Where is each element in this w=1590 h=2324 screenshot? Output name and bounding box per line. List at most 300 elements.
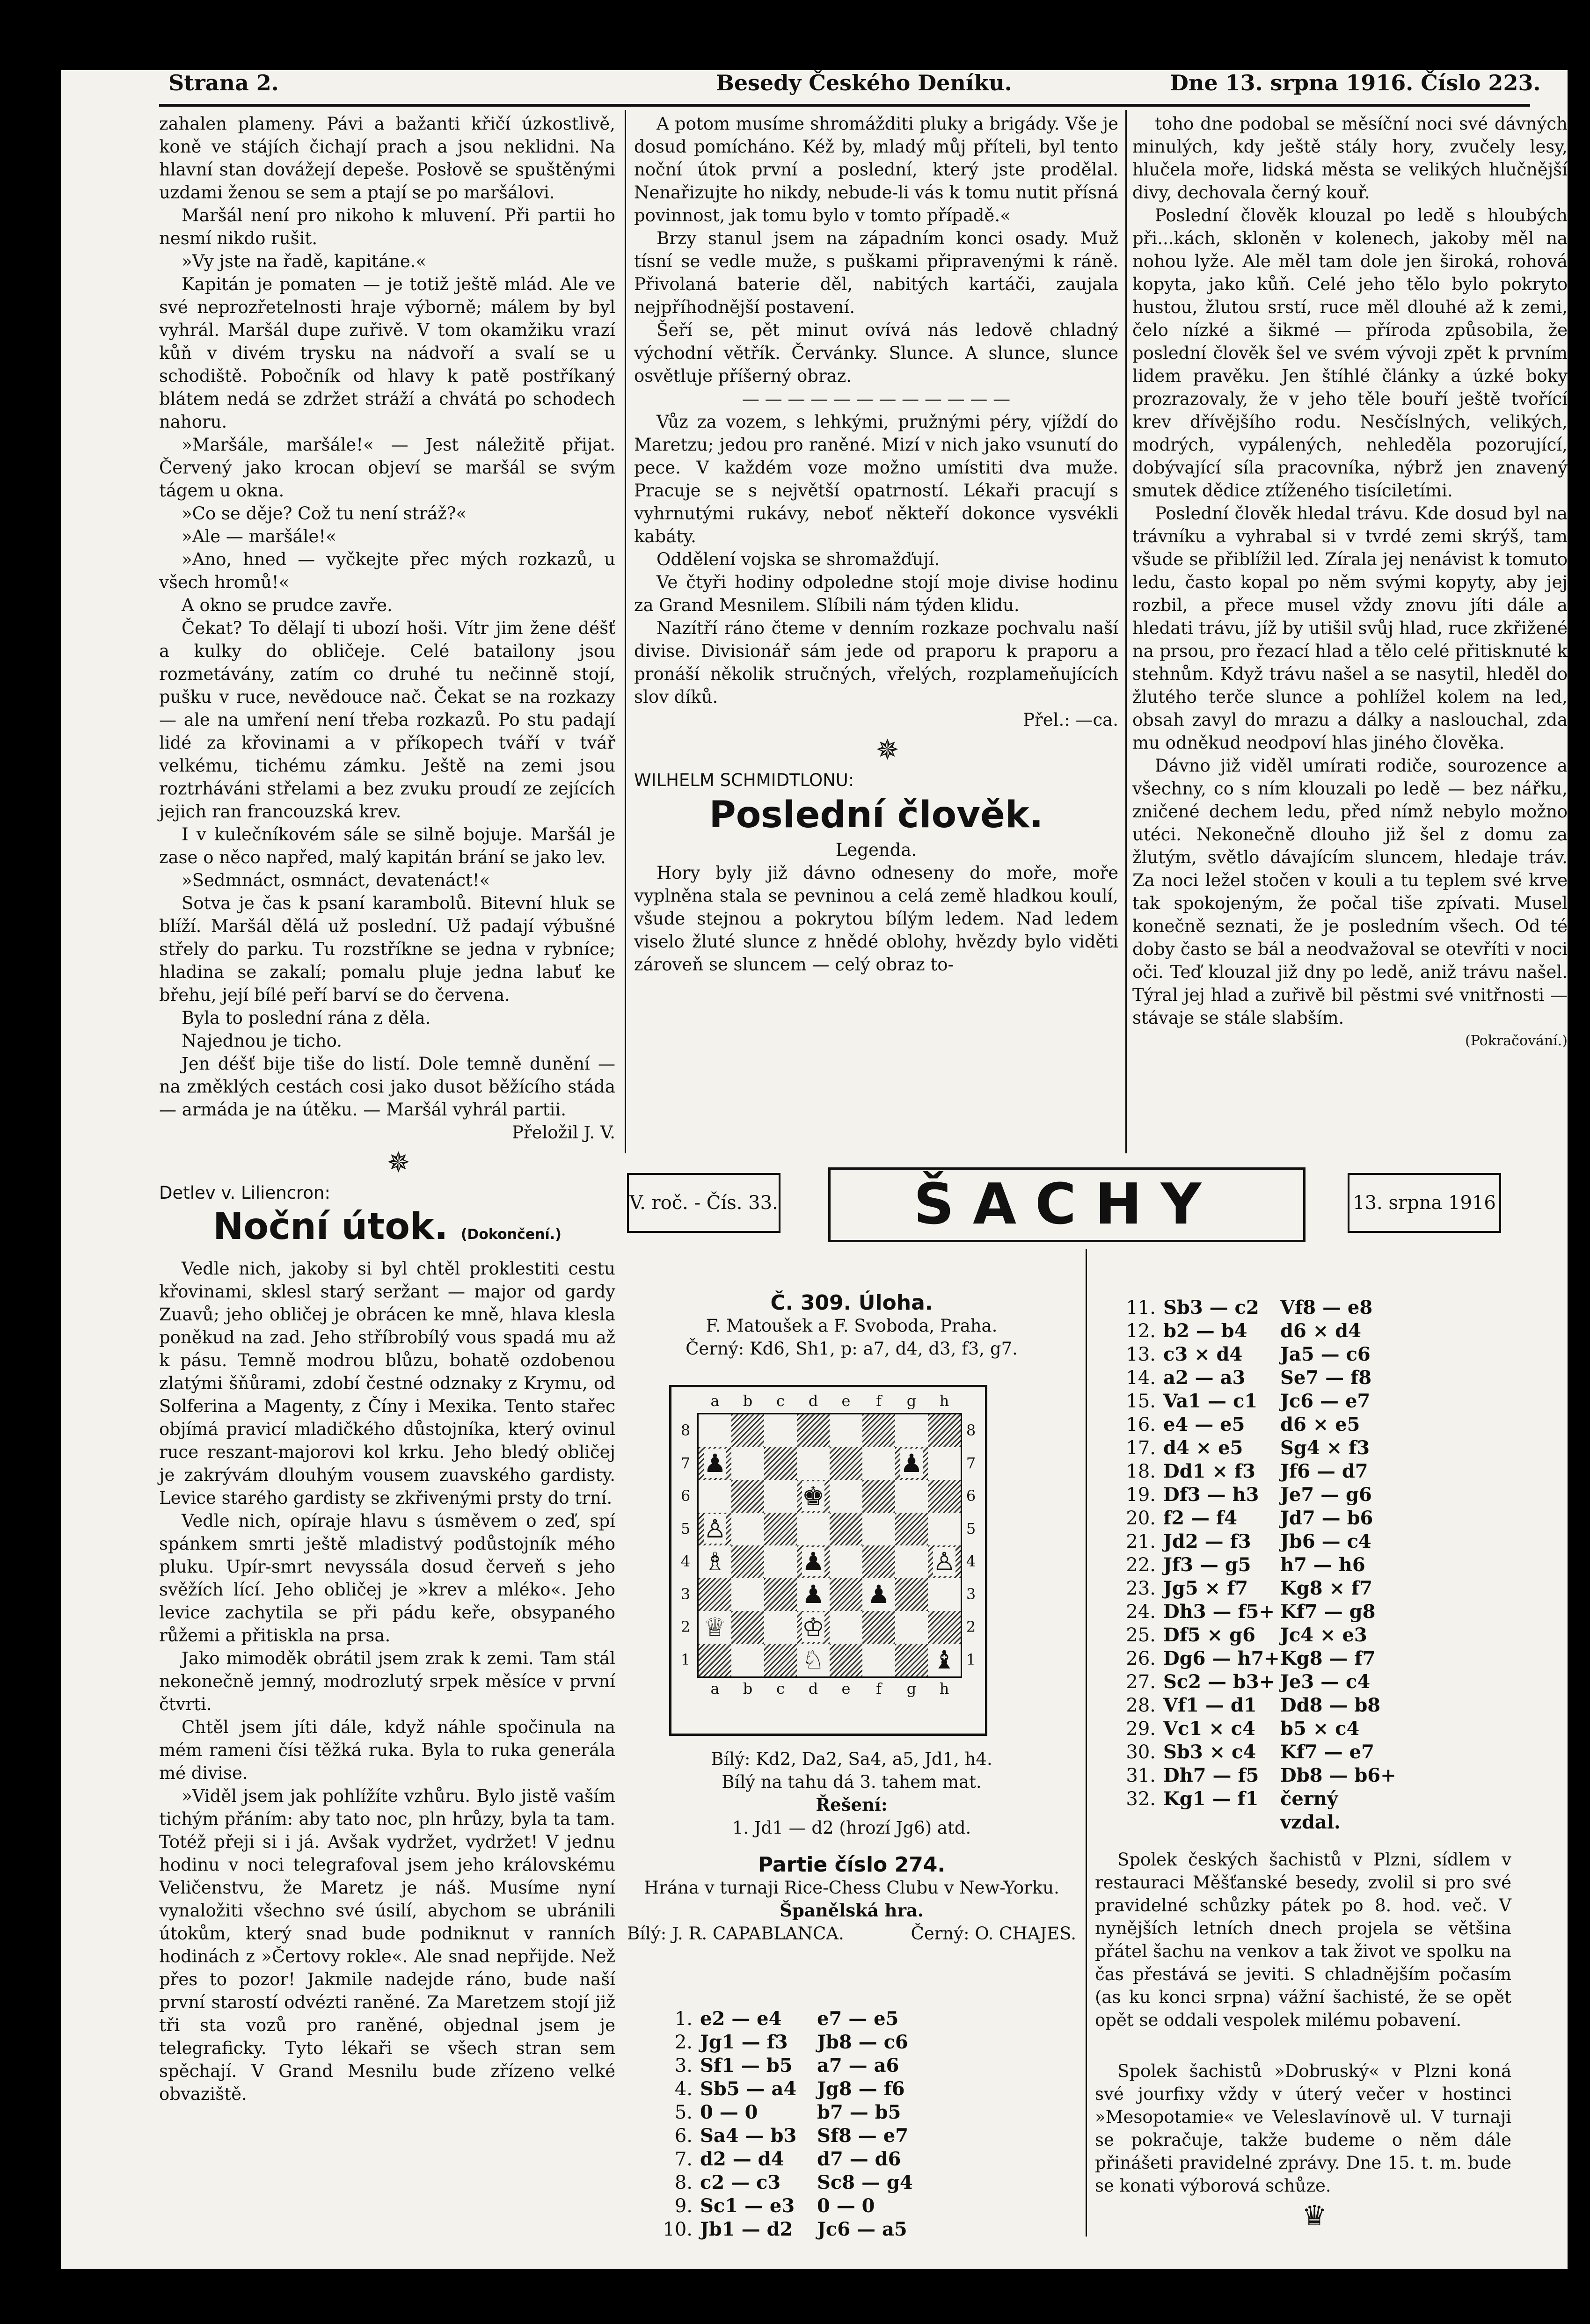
square-d4 xyxy=(797,1545,830,1578)
solution: 1. Jd1 — d2 (hrozí Jg6) atd. xyxy=(732,1818,971,1838)
square-h7 xyxy=(928,1447,961,1480)
white-move: Vc1 × c4 xyxy=(1163,1718,1255,1740)
rank-label: 3 xyxy=(966,1585,976,1603)
column-rule xyxy=(1125,110,1127,1153)
square-b4 xyxy=(731,1545,764,1578)
file-label: b xyxy=(743,1680,753,1697)
game-event: Hrána v turnaji Rice-Chess Clubu v New-Yorku. xyxy=(644,1878,1059,1898)
paragraph: Jako mimoděk obrátil jsem zrak k zemi. Tam stál nekonečně jemný, modrozlutý srpek měsíce v první čtvrti. xyxy=(159,1648,615,1714)
square-g2 xyxy=(895,1611,928,1644)
white-move: Sb5 — a4 xyxy=(700,2078,797,2100)
page-header xyxy=(0,70,1590,103)
chess-piece-icon: ♘ xyxy=(802,1645,825,1675)
square-h5 xyxy=(928,1513,961,1545)
white-move: Jg5 × f7 xyxy=(1163,1577,1248,1599)
chess-piece-icon: ♟ xyxy=(802,1547,825,1576)
paragraph: »Sedmnáct, osmnáct, devatenáct!« xyxy=(182,870,490,890)
black-move: Se7 — f8 xyxy=(1280,1367,1372,1389)
black-move: Jc4 × e3 xyxy=(1280,1624,1367,1646)
move-number: 15. xyxy=(1126,1391,1156,1412)
square-d5 xyxy=(797,1513,830,1545)
black-move: d6 × d4 xyxy=(1280,1320,1361,1342)
paragraph: Brzy stanul jsem na západním konci osady. Muž tísní se vedle muže, s puškami připravenými k ráně. Přivolaná baterie děl, nabitých kartáči, zaujala nejpříhodnější postavení. xyxy=(634,228,1118,317)
chess-piece-icon: ♚ xyxy=(802,1481,825,1511)
paragraph: Poslední člověk hledal trávu. Kde dosud byl na trávníku a vyhrabal si v tvrdé zemi skrýš, tam všude se přiblížil led. Zírala jej nenávist k tomuto ledu, často kopal po něm svými kopyty, aby jej rozbil, a přece musel vždy znovu jíti dále a hledati trávu, jíž by utišil svůj hlad, ruce zkřižené na prsou, pro řezací hlad a tělo celé přitisknuté k stehnům. Když trávu našel a se nasytil, hleděl do žlutého terče slunce a pohlížel kolem na led, obsah zavyl do mrazu a dálky a naslouchal, zda mu odněkud neodpoví hlas jiného člověka. xyxy=(1132,503,1568,753)
black-move: Je7 — g6 xyxy=(1280,1484,1372,1506)
move-number: 27. xyxy=(1126,1671,1156,1693)
white-move: Df5 × g6 xyxy=(1163,1624,1255,1646)
move-row xyxy=(636,2148,934,2171)
square-h8 xyxy=(928,1414,961,1447)
paragraph: Dávno již viděl umírati rodiče, sourozence a všechny, co s ním klouzali po ledě — bez nářku, zničené dechem ledu, před nímž nebylo možno utéci. Nekonečně dlouho již šel z domu za žlutým, světlo dávajícím sluncem, hledaje tráv. Za noci ležel stočen v kouli a tu teplem své krve tak spokojeným, že počal tiše zpívati. Musel konečně seznati, že je posledním všech. Od té doby často se bál a neodvažoval se otevříti v noci oči. Teď klouzal již dny po ledě, aniž trávu našel. Týral jej hlad a zuřivě bil pěstmi své vnitřnosti — stávaje se stále slabším. xyxy=(1132,756,1568,1028)
chess-piece-icon: ♟ xyxy=(900,1449,923,1478)
white-move: Df3 — h3 xyxy=(1163,1484,1259,1506)
paragraph: Vedle nich, opíraje hlavu s úsměvem o zeď, spí spánkem smrti ještě mladistvý podůstojník mého pluku. Upír-smrt nevyssála dosud červeň s jeho svěžích lící. Jeho obličej je »krev a mléko«. Jeho levice zachytila se při pádu keře, obsypaného růžemi a přitiskla na prsa. xyxy=(159,1511,615,1646)
black-move: Kg8 — f7 xyxy=(1280,1647,1376,1669)
author: Detlev v. Liliencron: xyxy=(159,1183,330,1203)
white-move: Sb3 × c4 xyxy=(1163,1741,1256,1763)
square-b1 xyxy=(731,1644,764,1676)
paragraph: Nazítří ráno čteme v denním rozkaze pochvalu naší divise. Divisionář sám jede od praporu k praporu a pronáší několik stručných, vřelých, rozplameňujících slov díků. xyxy=(634,618,1118,707)
problem-title: Č. 309. Úloha. xyxy=(770,1291,933,1315)
continued-note: (Pokračování.) xyxy=(1465,1033,1568,1049)
paragraph: Chtěl jsem jíti dále, když náhle spočinula na mém rameni čísi těžká ruka. Byla to ruka generála mé divise. xyxy=(159,1717,615,1783)
move-number: 18. xyxy=(1126,1461,1156,1482)
move-row xyxy=(1100,1366,1397,1390)
move-row xyxy=(1100,1553,1397,1577)
white-move: e2 — e4 xyxy=(700,2008,782,2030)
rank-label: 8 xyxy=(966,1421,976,1439)
white-move: Kg1 — f1 xyxy=(1163,1788,1259,1810)
black-move: Kf7 — g8 xyxy=(1280,1601,1376,1623)
solution-label: Řešení: xyxy=(816,1794,888,1815)
black-move: Jf6 — d7 xyxy=(1280,1460,1368,1482)
paragraph: Vedle nich, jakoby si byl chtěl proklestiti cestu křovinami, sklesl starý seržant — major od gardy Zuavů; jeho obličej je obrácen ke mně, hlava klesla poněkud na zad. Jeho stříbrobílý vous spadá mu až k pásu. Temně modrou blůzu, bohatě ozdobenou zlatými šňůrami, zdobí čestné odznaky z Krymu, od Solferina a Magenty, z Číny i Mexika. Tento stařec objímá pravicí mladičkého důstojníka, který ovinul ruce reszant-majorovi kol krku. Jeho bledý obličej je zakrývám dlouhým vousem zuavského gardisty. Levice starého gardisty se zkřivenými prsty do trní. xyxy=(159,1259,615,1508)
black-move: Dd8 — b8 xyxy=(1280,1694,1381,1716)
rank-label: 4 xyxy=(680,1552,691,1570)
move-row xyxy=(1100,1460,1397,1483)
paragraph: »Viděl jsem jak pohlížíte vzhůru. Bylo jistě vaším tichým přáním: aby tato noc, pln hrůzy, byla ta tam. Totéž přeji si i já. Avšak vydržet, vydržet! V jednu hodinu v noci telegrafoval jsem jeho královskému Veličenstvu, že Maretz je náš. Musíme nyní vynaložiti všechno své úsilí, abychom se ubránili útokům, který snad bude podniknut v ranních hodinách z »Čertovy rokle«. Ale snad nepřijde. Než přes to pozor! Jakmile nadejde ráno, bude naší první starostí odvézti raněné. Za Maretzem stojí již tři sta vozů pro raněné, objednal jsem je telegraficky. Tyto lékaři se všech stran sem spěchají. V Grand Mesnilu bude zřízeno velké obvaziště. xyxy=(159,1786,615,2104)
author: WILHELM SCHMIDTLONU: xyxy=(634,770,854,790)
file-label: b xyxy=(743,1392,753,1410)
move-row xyxy=(1100,1390,1397,1413)
black-move: Kg8 × f7 xyxy=(1280,1577,1372,1599)
paragraph: A okno se prudce zavře. xyxy=(182,595,393,615)
paragraph: zahalen plameny. Pávi a bažanti křičí úzkostlivě, koně ve stájích čichají prach a jsou neklidni. Na hlavní stan dovážejí depeše. Posłově se spuštěnými uzdami ženou se sem a ptají se po maršálovi. xyxy=(159,114,615,203)
column-2 xyxy=(634,112,1118,976)
square-g5 xyxy=(895,1513,928,1545)
square-e5 xyxy=(830,1513,862,1545)
white-pieces: Bílý: Kd2, Da2, Sa4, a5, Jd1, h4. xyxy=(711,1749,992,1769)
date-issue: Dne 13. srpna 1916. Číslo 223. xyxy=(1170,70,1541,95)
rank-label: 5 xyxy=(680,1520,691,1537)
move-row xyxy=(1100,1647,1397,1670)
dash-separator: — — — — — — — — — — — — xyxy=(742,389,1011,409)
move-number: 11. xyxy=(1126,1297,1156,1319)
moves-list-b xyxy=(1100,1296,1397,1834)
white-move: Sc1 — e3 xyxy=(700,2195,795,2217)
square-g4 xyxy=(895,1545,928,1578)
square-e4 xyxy=(830,1545,862,1578)
problem-authors: F. Matoušek a F. Svoboda, Praha. xyxy=(706,1316,998,1336)
white-move: Dh7 — f5 xyxy=(1163,1764,1259,1786)
chess-piece-icon: ♝ xyxy=(933,1645,956,1675)
square-h4 xyxy=(928,1545,961,1578)
square-a4 xyxy=(699,1545,731,1578)
square-f2 xyxy=(862,1611,895,1644)
move-row xyxy=(636,2218,934,2241)
white-move: Sb3 — c2 xyxy=(1163,1297,1259,1319)
move-row xyxy=(1100,1343,1397,1366)
square-d8 xyxy=(797,1414,830,1447)
square-g1 xyxy=(895,1644,928,1676)
move-row xyxy=(636,2171,934,2194)
rank-label: 2 xyxy=(680,1618,691,1636)
white-move: d2 — d4 xyxy=(700,2148,784,2170)
black-move: Jb8 — c6 xyxy=(817,2031,908,2053)
move-row xyxy=(1100,1413,1397,1436)
black-move: Db8 — b6+ xyxy=(1280,1764,1396,1786)
move-number: 20. xyxy=(1126,1508,1156,1529)
move-number: 21. xyxy=(1126,1531,1156,1552)
black-move: d6 × e5 xyxy=(1280,1413,1360,1435)
file-label: g xyxy=(906,1680,917,1697)
black-move: Jb6 — c4 xyxy=(1280,1530,1371,1552)
paragraph: Vůz za vozem, s lehkými, pružnými péry, vjíždí do Maretzu; jedou pro raněné. Mizí v nich jako vsunutí do pece. V každém voze možno umístiti dva muže. Pracuje se s největší opatrností. Lékaři pracují s vyhrnutými rukávy, neboť někteří dokonce vysvékli kabáty. xyxy=(634,412,1118,546)
rank-label: 1 xyxy=(966,1651,976,1668)
chess-piece-icon: ♟ xyxy=(703,1449,727,1478)
move-number: 16. xyxy=(1126,1414,1156,1435)
black-move: b7 — b5 xyxy=(817,2101,901,2123)
square-b7 xyxy=(731,1447,764,1480)
move-row xyxy=(1100,1530,1397,1553)
column-rule xyxy=(625,110,626,1153)
rank-label: 5 xyxy=(966,1520,976,1537)
chess-date: 13. srpna 1916 xyxy=(1348,1173,1501,1233)
chess-banner xyxy=(627,1167,1502,1238)
move-number: 25. xyxy=(1126,1625,1156,1646)
move-number: 13. xyxy=(1126,1344,1156,1365)
move-row xyxy=(636,2054,934,2077)
move-number: 28. xyxy=(1126,1695,1156,1716)
move-row xyxy=(1100,1741,1397,1764)
file-label: h xyxy=(939,1680,949,1697)
square-e7 xyxy=(830,1447,862,1480)
move-row xyxy=(636,2101,934,2124)
square-e1 xyxy=(830,1644,862,1676)
white-move: Jg1 — f3 xyxy=(700,2031,788,2053)
club-news xyxy=(1095,1848,1511,2235)
square-d7 xyxy=(797,1447,830,1480)
paragraph: Sotva je čas k psaní karambolů. Bitevní hluk se blíží. Maršál dělá už poslední. Už padají výbušné střely do parku. Tu rozstříkne se jedna v rybníce; hladina se zakalí; pomalu pluje jedna labuť ke břehu, její bílé peří barví se do červena. xyxy=(159,893,615,1005)
move-row xyxy=(1100,1717,1397,1741)
rank-label: 8 xyxy=(680,1421,691,1439)
chess-piece-icon: ♙ xyxy=(933,1547,956,1576)
square-a2 xyxy=(699,1611,731,1644)
move-number: 26. xyxy=(1126,1648,1156,1669)
black-move: 0 — 0 xyxy=(817,2195,875,2217)
move-number: 5. xyxy=(674,2102,693,2123)
paragraph: »Vy jste na řadě, kapitáne.« xyxy=(182,251,427,271)
file-label: a xyxy=(710,1680,720,1697)
white-move: Dh3 — f5+ xyxy=(1163,1601,1275,1623)
paragraph: Čekat? To dělají ti ubozí hoši. Vítr jim žene déšť a kulky do obličeje. Celé batailony jsou rozmetávány, zatím co druhé tu nečinně stojí, pušku v ruce, nevědouce nač. Čekat se na rozkazy — ale na umření není třeba rozkazů. Po stu padají lidé za křovinami a v příkopech tváří v tvář velkému, tichému zámku. Ještě na zemi jsou roztrháváni střelami a bez zvuku proudí ze zejících jejich ran francouzská krev. xyxy=(159,618,615,822)
move-number: 10. xyxy=(663,2219,693,2240)
rank-label: 1 xyxy=(680,1651,691,1668)
square-h2 xyxy=(928,1611,961,1644)
column-3 xyxy=(1132,112,1568,1052)
paragraph: »Ano, hned — vyčkejte přec mých rozkazů, u všech hromů!« xyxy=(159,549,615,592)
square-h6 xyxy=(928,1480,961,1513)
square-a3 xyxy=(699,1578,731,1611)
paragraph: Jen déšť bije tiše do listí. Dole temně dunění — na změklých cestách cosi jako dusot běžícího stáda — armáda je na útěku. — Maršál vyhrál partii. xyxy=(159,1054,615,1120)
rank-label: 3 xyxy=(680,1585,691,1603)
black-move: b5 × c4 xyxy=(1280,1718,1360,1740)
white-move: e4 — e5 xyxy=(1163,1413,1245,1435)
translator-sign: Přeložil J. V. xyxy=(511,1122,615,1143)
board-grid xyxy=(697,1413,962,1678)
chess-board xyxy=(669,1385,987,1736)
square-g7 xyxy=(895,1447,928,1480)
move-row xyxy=(636,2007,934,2031)
white-move: 0 — 0 xyxy=(700,2101,758,2123)
article-title: Noční útok. xyxy=(213,1206,448,1248)
square-c1 xyxy=(764,1644,797,1676)
volume-number: V. roč. - Čís. 33. xyxy=(627,1173,780,1233)
square-f8 xyxy=(862,1414,895,1447)
square-b8 xyxy=(731,1414,764,1447)
square-h3 xyxy=(928,1578,961,1611)
move-row xyxy=(1100,1670,1397,1694)
move-number: 1. xyxy=(674,2008,693,2030)
square-d3 xyxy=(797,1578,830,1611)
square-a6 xyxy=(699,1480,731,1513)
square-b2 xyxy=(731,1611,764,1644)
square-e8 xyxy=(830,1414,862,1447)
white-move: b2 — b4 xyxy=(1163,1320,1247,1342)
paragraph: Najednou je ticho. xyxy=(182,1031,342,1051)
square-d2 xyxy=(797,1611,830,1644)
black-move: černý vzdal. xyxy=(1280,1788,1341,1833)
header-rule xyxy=(159,104,1530,107)
white-move: Sa4 — b3 xyxy=(700,2125,797,2147)
paragraph: Poslední člověk klouzal po ledě s hloubých při...kách, skloněn v kolenech, jakoby měl na nohou lyže. Ale měl tam dole jen široká, rohová kopyta, jako kůň. Celé jeho tělo bylo pokryto hustou, žlutou srstí, ruce měl dlouhé až k zemi, čelo nízké a šikmé — příroda způsobila, že poslední člověk šel ve svém vývoji zpět k prvním lidem pravěku. Jen štíhlé články a úzké boky prozrazovaly, že v jeho těle bouří ještě tvořící krev dřívějšího rodu. Nesčíslných, velikých, modrých, vypálených, nehleděla pozorující, dobývající síla pracovníka, nýbrž jen znavený smutek dědice ztíženého tisíciletími. xyxy=(1132,205,1568,501)
move-row xyxy=(1100,1483,1397,1507)
white-player: Bílý: J. R. CAPABLANCA. xyxy=(627,1923,844,1944)
chess-problem xyxy=(627,1291,1076,1360)
move-number: 2. xyxy=(674,2032,693,2053)
paragraph: Ve čtyři hodiny odpoledne stojí moje divise hodinu za Grand Mesnilem. Slíbili nám týden klidu. xyxy=(634,572,1118,615)
move-row xyxy=(636,2031,934,2054)
title-note: (Dokončení.) xyxy=(460,1226,562,1243)
move-number: 9. xyxy=(674,2195,693,2217)
move-row xyxy=(1100,1694,1397,1717)
paper-title: Besedy Českého Deníku. xyxy=(716,70,1012,95)
move-number: 31. xyxy=(1126,1765,1156,1786)
white-move: Dd1 × f3 xyxy=(1163,1460,1255,1482)
black-move: Vf8 — e8 xyxy=(1280,1297,1373,1319)
move-number: 17. xyxy=(1126,1437,1156,1459)
chess-piece-icon: ♟ xyxy=(802,1580,825,1609)
move-row xyxy=(1100,1319,1397,1343)
square-e2 xyxy=(830,1611,862,1644)
white-move: Jd2 — f3 xyxy=(1163,1530,1251,1552)
paragraph: Hory byly již dávno odneseny do moře, moře vyplněna stala se pevninou a celá země hladkou koulí, všude stejnou a pokrytou bílým ledem. Nad ledem viselo žluté slunce z hnědé oblohy, hvězdy bylo viděti zároveň se sluncem — celý obraz to- xyxy=(634,863,1118,975)
article-title: Poslední člověk. xyxy=(709,794,1043,836)
square-c3 xyxy=(764,1578,797,1611)
file-label: f xyxy=(876,1680,882,1697)
white-move: Vf1 — d1 xyxy=(1163,1694,1257,1716)
square-d1 xyxy=(797,1644,830,1676)
square-a1 xyxy=(699,1644,731,1676)
black-move: Ja5 — c6 xyxy=(1280,1343,1371,1365)
black-move: a7 — a6 xyxy=(817,2054,899,2076)
square-a7 xyxy=(699,1447,731,1480)
chess-piece-icon: ♟ xyxy=(867,1580,890,1609)
white-move: c3 × d4 xyxy=(1163,1343,1243,1365)
move-row xyxy=(636,2194,934,2218)
chess-piece-icon: ♙ xyxy=(703,1514,727,1544)
move-number: 7. xyxy=(674,2149,693,2170)
rank-label: 2 xyxy=(966,1618,976,1636)
club-news-1: Spolek českých šachistů v Plzni, sídlem v restauraci Měšťanské besedy, zvolil si pro své pravidelné schůzky pátek po 8. hod. več. V nynějších letních dnech projela se většina přátel šachu na venkov a tak život ve spolku na čas přestává se jeviti. S chladnějším počasím (as ku konci srpna) vážní šachisté, že se opět opět se oddali vespolek milému pobavení. xyxy=(1095,1850,1511,2030)
move-number: 19. xyxy=(1126,1484,1156,1506)
move-number: 8. xyxy=(674,2172,693,2193)
move-number: 24. xyxy=(1126,1601,1156,1623)
black-move: d7 — d6 xyxy=(817,2148,901,2170)
move-number: 29. xyxy=(1126,1718,1156,1740)
problem-task: Bílý na tahu dá 3. tahem mat. xyxy=(722,1772,982,1792)
file-label: a xyxy=(710,1392,720,1410)
ornament-icon: ✵ xyxy=(387,1146,410,1179)
move-number: 14. xyxy=(1126,1367,1156,1389)
move-number: 23. xyxy=(1126,1578,1156,1599)
translator-sign: Přel.: —ca. xyxy=(1023,710,1118,730)
black-move: h7 — h6 xyxy=(1280,1554,1365,1576)
square-f3 xyxy=(862,1578,895,1611)
white-move: Sf1 — b5 xyxy=(700,2054,793,2076)
rank-label: 7 xyxy=(966,1454,976,1472)
square-f7 xyxy=(862,1447,895,1480)
move-number: 12. xyxy=(1126,1320,1156,1342)
square-c2 xyxy=(764,1611,797,1644)
paragraph: Byla to poslední rána z děla. xyxy=(182,1008,431,1028)
move-number: 4. xyxy=(674,2078,693,2100)
file-label: c xyxy=(776,1392,785,1410)
white-move: c2 — c3 xyxy=(700,2171,781,2193)
file-label: h xyxy=(939,1392,949,1410)
rank-label: 7 xyxy=(680,1454,691,1472)
square-e3 xyxy=(830,1578,862,1611)
paragraph: »Ale — maršále!« xyxy=(182,526,336,546)
move-row xyxy=(1100,1436,1397,1460)
queen-icon: ♛ xyxy=(1302,2200,1327,2232)
rank-label: 6 xyxy=(966,1487,976,1505)
paragraph: Maršál není pro nikoho k mluvení. Při partii ho nesmí nikdo rušit. xyxy=(159,205,615,248)
black-move: e7 — e5 xyxy=(817,2008,899,2030)
white-move: f2 — f4 xyxy=(1163,1507,1237,1529)
file-label: d xyxy=(808,1680,818,1697)
paragraph: I v kulečníkovém sále se silně bojuje. Maršál je zase o něco napřed, malý kapitán brání se jako lev. xyxy=(159,824,615,867)
square-g3 xyxy=(895,1578,928,1611)
chess-piece-icon: ♗ xyxy=(703,1547,727,1576)
black-move: Sc8 — g4 xyxy=(817,2171,913,2193)
article-subtitle: Legenda. xyxy=(835,840,917,860)
black-move: Jg8 — f6 xyxy=(817,2078,905,2100)
move-row xyxy=(636,2077,934,2101)
column-1 xyxy=(159,112,615,2105)
black-move: Je3 — c4 xyxy=(1280,1671,1371,1693)
square-b6 xyxy=(731,1480,764,1513)
black-pieces: Černý: Kd6, Sh1, p: a7, d4, d3, f3, g7. xyxy=(686,1339,1018,1359)
square-d6 xyxy=(797,1480,830,1513)
move-row xyxy=(1100,1296,1397,1319)
black-player: Černý: O. CHAJES. xyxy=(911,1923,1076,1944)
square-c8 xyxy=(764,1414,797,1447)
square-f5 xyxy=(862,1513,895,1545)
move-number: 6. xyxy=(674,2125,693,2147)
black-move: Kf7 — e7 xyxy=(1280,1741,1374,1763)
rank-label: 6 xyxy=(680,1487,691,1505)
square-e6 xyxy=(830,1480,862,1513)
square-c6 xyxy=(764,1480,797,1513)
black-move: Jc6 — e7 xyxy=(1280,1390,1371,1412)
paragraph: »Co se děje? Což tu není stráž?« xyxy=(182,503,467,524)
paragraph: A potom musíme shromážditi pluky a brigády. Vše je dosud pomícháno. Kéž by, mladý můj příteli, byl tento noční útok první a poslední, který jste prodělal. Nenařizujte ho nikdy, nebude-li vás k tomu nutit přísná povinnost, jak tomu bylo v tomto případě.« xyxy=(634,114,1118,226)
white-move: Jf3 — g5 xyxy=(1163,1554,1251,1576)
paragraph: toho dne podobal se měsíční noci své dávných minulých, kdy ještě stály hory, zvučely lesy, hlučela moře, lidská města se velikých hlučnější divy, dechovala černý kouř. xyxy=(1132,114,1568,203)
page-number: Strana 2. xyxy=(168,70,279,95)
white-move: a2 — a3 xyxy=(1163,1367,1246,1389)
column-rule xyxy=(1086,1249,1087,2237)
chess-title: ŠACHY xyxy=(828,1167,1306,1242)
square-h1 xyxy=(928,1644,961,1676)
move-row xyxy=(1100,1764,1397,1787)
move-number: 30. xyxy=(1126,1741,1156,1763)
file-label: d xyxy=(808,1392,818,1410)
square-c7 xyxy=(764,1447,797,1480)
paragraph: Šeří se, pět minut ovívá nás ledově chladný východní větřík. Červánky. Slunce. A slunce, slunce osvětluje příšerný obraz. xyxy=(634,320,1118,386)
rank-label: 4 xyxy=(966,1552,976,1570)
square-c5 xyxy=(764,1513,797,1545)
file-label: e xyxy=(841,1392,851,1410)
square-f1 xyxy=(862,1644,895,1676)
white-move: Dg6 — h7+ xyxy=(1163,1647,1280,1669)
moves-list-a xyxy=(636,2007,934,2241)
chess-problem-text xyxy=(627,1748,1076,1945)
move-number: 3. xyxy=(674,2055,693,2076)
chess-piece-icon: ♕ xyxy=(703,1612,727,1642)
move-row xyxy=(1100,1577,1397,1600)
black-move: Sf8 — e7 xyxy=(817,2125,909,2147)
move-row xyxy=(1100,1507,1397,1530)
file-label: c xyxy=(776,1680,785,1697)
file-label: g xyxy=(906,1392,917,1410)
game-title: Partie číslo 274. xyxy=(758,1853,946,1877)
game-opening: Španělská hra. xyxy=(780,1900,924,1921)
black-move: Jc6 — a5 xyxy=(817,2218,907,2240)
square-a8 xyxy=(699,1414,731,1447)
move-number: 22. xyxy=(1126,1554,1156,1576)
square-g8 xyxy=(895,1414,928,1447)
move-number: 32. xyxy=(1126,1788,1156,1810)
file-label: e xyxy=(841,1680,851,1697)
white-move: Sc2 — b3+ xyxy=(1163,1671,1275,1693)
paragraph: Kapitán je pomaten — je totiž ještě mlád. Ale ve své neprozřetelnosti hraje výborně; málem by byl vyhrál. Maršál dupe zuřivě. V tom okamžiku vrazí kůň v divém trysku na nádvoří a svalí se u schodiště. Pobočník od hlavy k patě postříkaný blátem nedá se zdržet stráží a chvátá po schodech nahoru. xyxy=(159,274,615,432)
white-move: Jb1 — d2 xyxy=(700,2218,793,2240)
white-move: d4 × e5 xyxy=(1163,1437,1243,1459)
square-b3 xyxy=(731,1578,764,1611)
